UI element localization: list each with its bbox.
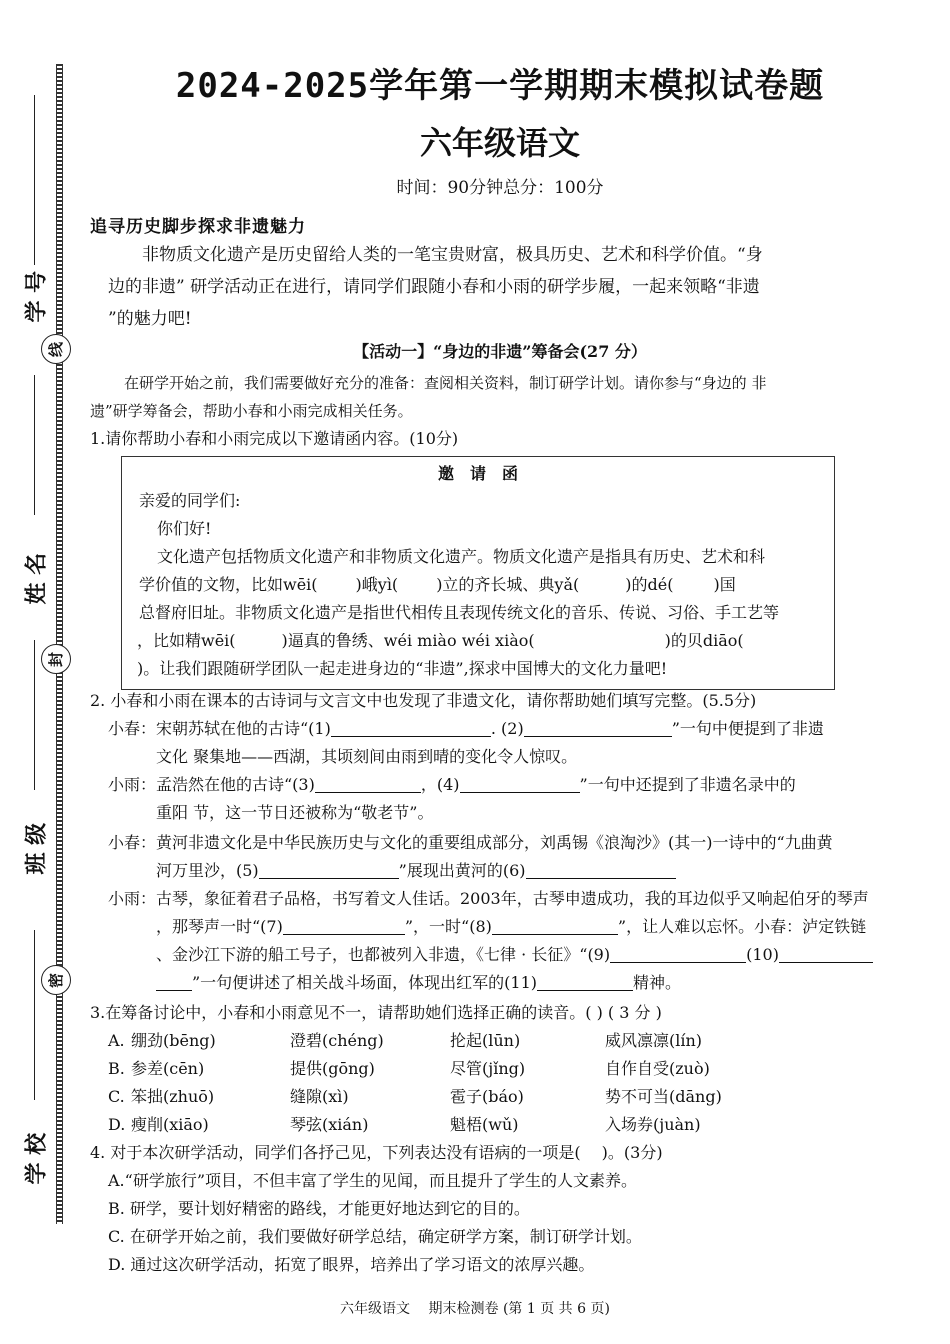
q3-stem: 3.在筹备讨论中，小春和小雨意见不一，请帮助她们选择正确的读音。( ) ( 3 分 ) bbox=[90, 1003, 662, 1022]
binding-margin bbox=[0, 0, 80, 1344]
blank-8[interactable] bbox=[492, 918, 618, 935]
q3-option-word: 自作自受(zuò) bbox=[605, 1059, 710, 1078]
q3-option-word: 尽管(jǐng) bbox=[450, 1059, 526, 1078]
invitation-p5: )。让我们跟随研学团队一起走进身边的“非遗”,探求中国博大的文化力量吧! bbox=[137, 659, 668, 678]
q3-option-word: 缝隙(xì) bbox=[290, 1087, 349, 1106]
q3-option-word: 琴弦(xián) bbox=[290, 1115, 369, 1134]
q3-option-word: 提供(gōng) bbox=[290, 1059, 375, 1078]
page-title: 2024-2025学年第一学期期末模拟试卷题 bbox=[175, 66, 825, 106]
q2-xiaoyu-4: ，那琴声一时“(7) ”，一时“(8) ”，让人难以忘怀。小春：泸定铁链 bbox=[156, 917, 867, 936]
q3-option-word: 瘦削(xiāo) bbox=[131, 1115, 209, 1134]
blank-2[interactable] bbox=[524, 720, 672, 737]
invitation-p2: 学价值的文物，比如wēi( )峨yì( )立的齐长城、典yǎ( )的dé( )国 bbox=[139, 575, 736, 594]
label-banji: 班 级 bbox=[24, 822, 50, 875]
q3-option-word: 抡起(lūn) bbox=[450, 1031, 521, 1050]
q2-xiaoyu-1: 小雨：孟浩然在他的古诗“(3) ，(4) ”一句中还提到了非遗名录中的 bbox=[108, 775, 796, 794]
blank-9[interactable] bbox=[610, 946, 746, 963]
blank-11[interactable] bbox=[537, 974, 633, 991]
blank-3[interactable] bbox=[315, 776, 421, 793]
q2-xiaochun-2: 文化 聚集地——西湖，其顷刻间由雨到晴的变化令人惊叹。 bbox=[156, 747, 578, 766]
invitation-box bbox=[121, 456, 835, 690]
intro-line-3: ”的魅力吧! bbox=[108, 309, 192, 329]
q3-option-letter[interactable]: C. bbox=[108, 1087, 125, 1106]
page-subtitle: 六年级语文 bbox=[419, 124, 580, 162]
page-footer: 六年级语文 期末检测卷 (第 1 页 共 6 页) bbox=[340, 1301, 610, 1317]
blank-5[interactable] bbox=[259, 862, 399, 879]
q4-option-d[interactable]: D. 通过这次研学活动，拓宽了眼界，培养出了学习语文的浓厚兴趣。 bbox=[108, 1255, 595, 1274]
q3-option-word: 绷劲(bēng) bbox=[131, 1031, 216, 1050]
blank-6[interactable] bbox=[526, 862, 676, 879]
invitation-hello: 你们好! bbox=[157, 519, 212, 538]
blank-10-cont[interactable] bbox=[156, 974, 192, 991]
q3-option-word: 参差(cēn) bbox=[131, 1059, 205, 1078]
q2-xiaoyu-3: 小雨：古琴，象征着君子品格，书写着文人佳话。2003年，古琴申遗成功，我的耳边似乎又响起伯牙的琴声 bbox=[108, 889, 869, 908]
q2-xiaoyu-5: 、金沙江下游的船工号子，也都被列入非遗，《七律 · 长征》“(9) (10) bbox=[156, 944, 873, 966]
invitation-p1: 文化遗产包括物质文化遗产和非物质文化遗产。物质文化遗产是指具有历史、艺术和科 bbox=[157, 547, 766, 566]
q4-option-b[interactable]: B. 研学，要计划好精密的路线，才能更好地达到它的目的。 bbox=[108, 1199, 530, 1218]
q2-stem: 2. 小春和小雨在课本的古诗词与文言文中也发现了非遗文化，请你帮助她们填写完整。(5.5分) bbox=[90, 691, 757, 710]
invitation-title: 邀 请 函 bbox=[437, 464, 518, 483]
activity1-line-1: 在研学开始之前，我们需要做好充分的准备：查阅相关资料，制订研学计划。请你参与“身边的 非 bbox=[124, 374, 767, 392]
seal-xian: 线 bbox=[41, 334, 71, 364]
label-xuexiao: 学 校 bbox=[24, 1132, 50, 1185]
activity1-line-2: 遗”研学筹备会，帮助小春和小雨完成相关任务。 bbox=[90, 402, 413, 420]
q3-option-letter[interactable]: A. bbox=[108, 1031, 125, 1050]
invitation-p4: ，比如精wēi( )逼真的鲁绣、wéi miào wéi xiào( )的贝diāo( bbox=[137, 631, 744, 650]
q4-option-a[interactable]: A.“研学旅行”项目，不但丰富了学生的见闻，而且提升了学生的人文素养。 bbox=[108, 1171, 638, 1190]
q3-option-word: 笨拙(zhuō) bbox=[131, 1087, 215, 1106]
q2-xiaochun-4: 河万里沙，(5) ”展现出黄河的(6) bbox=[156, 860, 676, 882]
blank-1[interactable] bbox=[331, 720, 491, 737]
label-xuehao: 学 号 bbox=[24, 270, 50, 323]
line-xingming-top bbox=[34, 375, 35, 515]
q2-xiaoyu-2: 重阳 节，这一节日还被称为“敬老节”。 bbox=[156, 803, 434, 822]
q3-option-letter[interactable]: D. bbox=[108, 1115, 126, 1134]
blank-7[interactable] bbox=[283, 918, 405, 935]
q3-option-word: 雹子(báo) bbox=[450, 1087, 524, 1106]
q4-option-c[interactable]: C. 在研学开始之前，我们要做好研学总结，确定研学方案，制订研学计划。 bbox=[108, 1227, 642, 1246]
section-heading: 追寻历史脚步探求非遗魅力 bbox=[90, 217, 306, 237]
label-xingming: 姓 名 bbox=[24, 552, 50, 605]
intro-line-1: 非物质文化遗产是历史留给人类的一笔宝贵财富，极具历史、艺术和科学价值。“身 bbox=[142, 245, 763, 265]
q1-stem: 1.请你帮助小春和小雨完成以下邀请函内容。(10分) bbox=[90, 429, 459, 448]
seal-feng: 封 bbox=[41, 644, 71, 674]
q3-option-word: 威风凛凛(lín) bbox=[605, 1031, 703, 1050]
q3-option-word: 魁梧(wǔ) bbox=[450, 1115, 519, 1134]
q3-option-word: 澄碧(chéng) bbox=[290, 1031, 384, 1050]
q3-option-word: 势不可当(dāng) bbox=[605, 1087, 722, 1106]
q3-option-word: 入场券(juàn) bbox=[605, 1115, 701, 1134]
q2-xiaochun-3: 小春：黄河非遗文化是中华民族历史与文化的重要组成部分，刘禹锡《浪淘沙》(其一)一诗中的“九曲黄 bbox=[108, 833, 833, 852]
q2-xiaoyu-6: ”一句便讲述了相关战斗场面，体现出红军的(11) 精神。 bbox=[156, 972, 681, 994]
q2-xiaochun-1: 小春：宋朝苏轼在他的古诗“(1) . (2) ”一句中便提到了非遗 bbox=[108, 719, 824, 738]
intro-line-2: 边的非遗” 研学活动正在进行，请同学们跟随小春和小雨的研学步履，一起来领略“非遗 bbox=[108, 277, 760, 297]
activity1-heading: 【活动一】“身边的非遗”筹备会(27 分） bbox=[353, 342, 647, 361]
invitation-p3: 总督府旧址。非物质文化遗产是指世代相传且表现传统文化的音乐、传说、习俗、手工艺等 bbox=[139, 603, 780, 622]
q3-option-letter[interactable]: B. bbox=[108, 1059, 125, 1078]
invitation-greeting: 亲爱的同学们: bbox=[139, 491, 241, 510]
line-xuehao bbox=[34, 95, 35, 265]
blank-10[interactable] bbox=[779, 946, 873, 963]
seal-mi: 密 bbox=[41, 965, 71, 995]
q4-stem: 4. 对于本次研学活动，同学们各抒己见，下列表达没有语病的一项是( )。(3分) bbox=[90, 1143, 663, 1162]
time-info: 时间：90分钟总分：100分 bbox=[396, 178, 604, 198]
blank-4[interactable] bbox=[460, 776, 580, 793]
line-banji-top bbox=[34, 640, 35, 790]
line-xuexiao-top bbox=[34, 930, 35, 1100]
